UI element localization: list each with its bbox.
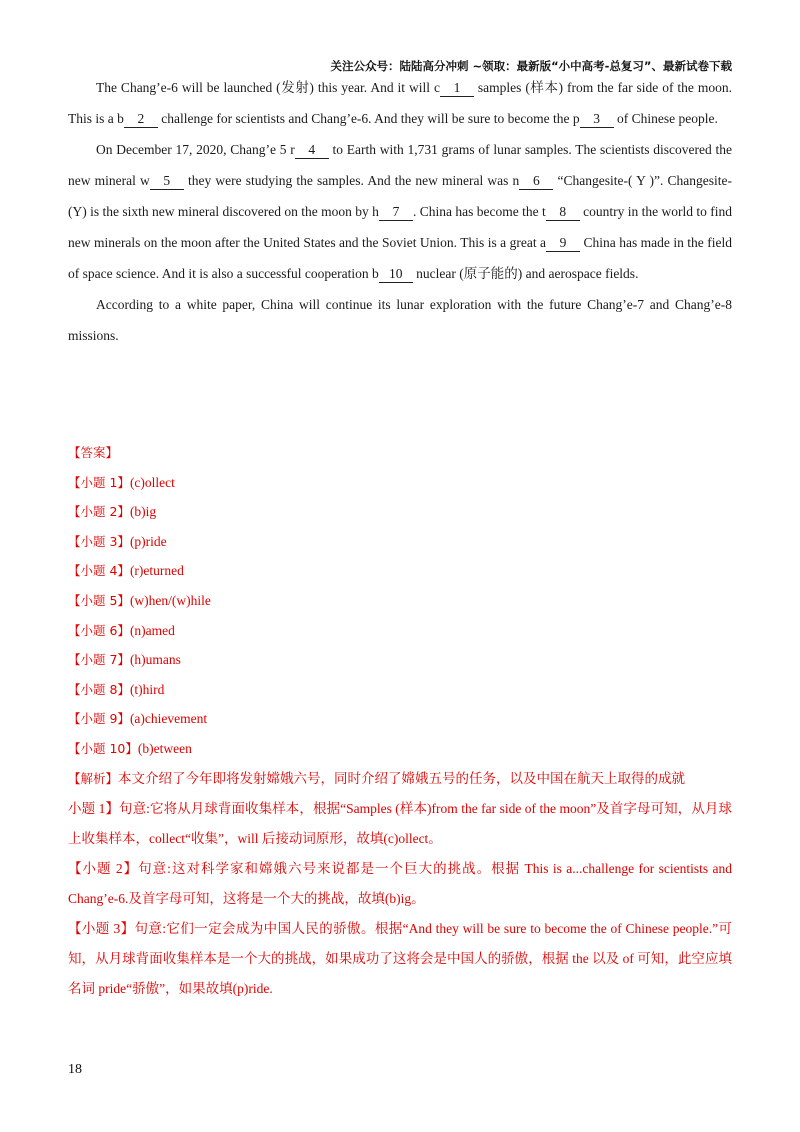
blank-1: 1	[440, 80, 474, 97]
analysis-q3: 【小题 3】句意:它们一定会成为中国人民的骄傲。根据“And they will be sure to become the of Chinese people.”可知，从月球背面收集样本是一个大的挑战，如果成功了这将会是中国人的骄傲，根据 the 以及 of 可知，此空应填名词 pride“骄傲”，如果故填(p)ride.	[68, 920, 732, 996]
answer-item-tag: 【小题 7】	[68, 652, 130, 668]
answer-item	[68, 556, 732, 586]
answer-heading	[68, 438, 732, 468]
passage-text: samples (样本) from the far side of the moon. This is a b	[68, 80, 732, 126]
answer-item	[68, 616, 732, 646]
passage-text: “Changesite-( Y )”. Changesite-(Y) is the sixth new mineral discovered on the moon by h	[68, 173, 732, 219]
answer-item-text: (t)hird	[129, 681, 165, 697]
passage	[68, 72, 732, 351]
answer-item-tag: 【小题 6】	[68, 622, 130, 638]
answer-item-text: (w)hen/(w)hile	[129, 592, 211, 608]
analysis-intro	[68, 764, 732, 794]
passage-text: nuclear (原子能的) and aerospace fields.	[412, 266, 639, 281]
passage-text: . China has become the t	[412, 204, 546, 219]
answer-item-text: (b)ig	[129, 504, 157, 520]
answer-item	[68, 586, 732, 616]
answer-item-tag: 【小题 8】	[68, 681, 130, 697]
answer-item-text: (r)eturned	[129, 563, 184, 579]
blank-4: 4	[295, 142, 329, 159]
answer-item	[68, 497, 732, 527]
answer-item	[68, 675, 732, 705]
blank-9: 9	[546, 235, 580, 252]
blank-2: 2	[124, 111, 158, 128]
header-note: 关注公众号：陆陆高分冲刺 ~领取：最新版“小中高考-总复习”、最新试卷下载	[330, 59, 732, 73]
blank-6: 6	[519, 173, 553, 190]
analysis-intro-text: 本文介绍了今年即将发射嫦娥六号，同时介绍了嫦娥五号的任务，以及中国在航天上取得的成就	[118, 770, 686, 786]
passage-text: they were studying the samples. And the new mineral was n	[183, 173, 520, 188]
answer-item-text: (a)chievement	[129, 711, 208, 727]
blank-10: 10	[379, 266, 413, 283]
answer-item-text: (b)etween	[137, 740, 192, 756]
analysis-q1: 小题 1】句意:它将从月球背面收集样本，根据“Samples (样本)from the far side of the moon”及首字母可知，从月球上收集样本，collect“收集”，will 后接动词原形，故填(c)ollect。	[68, 800, 732, 846]
answer-item	[68, 704, 732, 734]
answer-item-tag: 【小题 2】	[68, 504, 130, 520]
passage-paragraph-2	[68, 134, 732, 289]
blank-5: 5	[150, 173, 184, 190]
answer-item-text: (c)ollect	[129, 474, 175, 490]
passage-text: On December 17, 2020, Chang’e 5 r	[96, 142, 295, 157]
answer-item	[68, 645, 732, 675]
answer-item-tag: 【小题 3】	[68, 533, 130, 549]
analysis-tag: 【解析】	[68, 770, 119, 786]
answer-item-tag: 【小题 9】	[68, 711, 130, 727]
passage-text: challenge for scientists and Chang’e-6. And they will be sure to become the p	[157, 111, 580, 126]
answer-item-tag: 【小题 5】	[68, 592, 130, 608]
answer-heading-label: 【答案】	[68, 445, 119, 460]
passage-paragraph-3: According to a white paper, China will continue its lunar exploration with the future Chang’e-7 and Chang’e-8 missions.	[68, 297, 732, 343]
answer-list	[68, 468, 732, 764]
answer-item	[68, 468, 732, 498]
answer-item-text: (n)amed	[129, 622, 175, 638]
passage-text: of Chinese people.	[613, 111, 718, 126]
passage-text: to Earth with 1,731 grams of lunar samples. The scientists discovered the new mineral w	[68, 142, 732, 188]
answer-item-text: (p)ride	[129, 533, 167, 549]
blank-8: 8	[546, 204, 580, 221]
blank-3: 3	[580, 111, 614, 128]
answer-item	[68, 734, 732, 764]
answer-item-tag: 【小题 1】	[68, 474, 130, 490]
answer-item-tag: 【小题 10】	[68, 740, 138, 756]
answer-item-text: (h)umans	[129, 652, 181, 668]
answer-section	[68, 438, 732, 1004]
passage-text: country in the world to find new minerals on the moon after the United States and the Soviet Union. This is a great a	[68, 204, 733, 250]
passage-text: China has made in the field of space science. And it is also a successful cooperation b	[68, 235, 732, 281]
answer-item	[68, 527, 732, 557]
blank-7: 7	[379, 204, 413, 221]
page-number: 18	[68, 1062, 82, 1077]
analysis-q2: 【小题 2】句意:这对科学家和嫦娥六号来说都是一个巨大的挑战。根据 This is a...challenge for scientists and Chang’e-6.及首字母可知，这将是一个大的挑战，故填(b)ig。	[68, 860, 732, 906]
passage-paragraph-1	[68, 72, 732, 134]
answer-item-tag: 【小题 4】	[68, 563, 130, 579]
passage-text: The Chang’e-6 will be launched (发射) this year. And it will c	[96, 80, 440, 95]
